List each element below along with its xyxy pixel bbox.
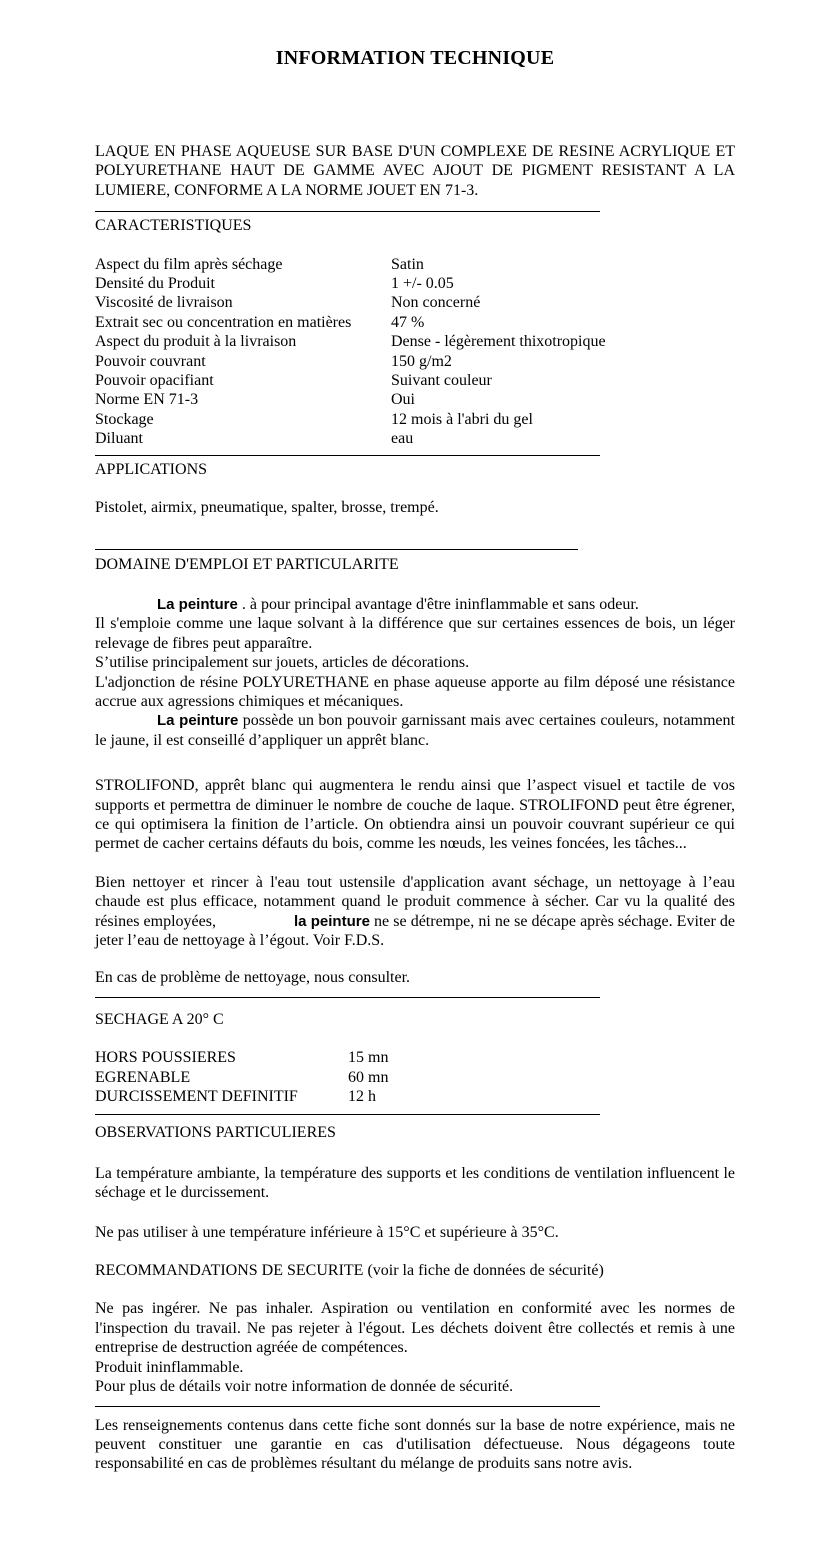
table-row	[95, 1087, 735, 1106]
section-heading-applications: APPLICATIONS	[95, 460, 208, 478]
brand-run: La peinture	[157, 595, 238, 613]
row-label: Densité du Produit	[95, 275, 215, 293]
row-label: DURCISSEMENT DEFINITIF	[95, 1088, 298, 1106]
row-value: 47 %	[391, 313, 425, 331]
row-value: Dense - légèrement thixotropique	[391, 333, 606, 351]
section-divider	[95, 455, 600, 456]
applications-text: Pistolet, airmix, pneumatique, spalter, brosse, trempé.	[95, 499, 439, 517]
row-label: Stockage	[95, 410, 154, 428]
recommandations-heading: RECOMMANDATIONS DE SECURITE (voir la fiche de données de sécurité)	[95, 1262, 604, 1280]
table-row	[95, 371, 735, 390]
row-value: Suivant couleur	[391, 372, 492, 390]
table-row	[95, 1068, 735, 1087]
section-divider	[95, 1406, 600, 1407]
section-heading-domaine: DOMAINE D'EMPLOI ET PARTICULARITE	[95, 555, 399, 573]
row-value: Oui	[391, 391, 415, 409]
table-row	[95, 274, 735, 293]
table-row	[95, 429, 735, 448]
row-label: Diluant	[95, 430, 143, 448]
table-row	[95, 313, 735, 332]
section-heading-sechage: SECHAGE A 20° C	[95, 1010, 224, 1028]
contact-paragraph: En cas de problème de nettoyage, nous consulter.	[95, 969, 411, 987]
row-label: Extrait sec ou concentration en matières	[95, 313, 352, 331]
observations-paragraph-1: La température ambiante, la température des supports et les conditions de ventilation influencent le séchage et le durcissement.	[95, 1164, 735, 1202]
strolifond-paragraph: STROLIFOND, apprêt blanc qui augmentera le rendu ainsi que l’aspect visuel et tactile de vos supports et permettra de diminuer le nombre de couche de laque. STROLIFOND peut être égrener, ce qui optimisera la finition de l’article. On obtiendra ainsi un pouvoir couvrant supérieur ce qui permet de cacher certains défauts du bois, comme les nœuds, les veines foncées, les tâches...	[95, 777, 735, 853]
domaine-paragraph-2: Il s'emploie comme une laque solvant à la différence que sur certaines essences de bois, un léger relevage de fibres peut apparaître.	[95, 615, 735, 652]
recommandations-paragraph-3: Pour plus de détails voir notre information de donnée de sécurité.	[95, 1378, 514, 1396]
row-value: 1 +/- 0.05	[391, 275, 454, 293]
section-divider	[95, 211, 600, 212]
row-value: 60 mn	[348, 1068, 389, 1086]
page-title: INFORMATION TECHNIQUE	[275, 47, 555, 69]
domaine-paragraph-1	[95, 595, 735, 614]
row-label: Pouvoir couvrant	[95, 352, 206, 370]
table-row	[95, 390, 735, 409]
sechage-table	[95, 1048, 735, 1106]
row-label: Aspect du film après séchage	[95, 255, 283, 273]
domaine-paragraph-4: L'adjonction de résine POLYURETHANE en phase aqueuse apporte au film déposé une résistance accrue aux agressions chimiques et mécaniques.	[95, 673, 735, 710]
paragraph-text: Bien nettoyer et rincer à l'eau tout ustensile d'application avant séchage, un nettoyage à l’eau chaude est plus efficace, notamment quand le produit commence à sécher. Car vu la qualité des résines employées,	[95, 873, 735, 930]
table-row	[95, 332, 735, 351]
recommandations-paragraph-1: Ne pas ingérer. Ne pas inhaler. Aspiration ou ventilation en conformité avec les normes de l'inspection du travail. Ne pas rejeter à l'égout. Les déchets doivent être collectés et remis à une entreprise de destruction agréée de compétences.	[95, 1300, 735, 1357]
intro-paragraph: LAQUE EN PHASE AQUEUSE SUR BASE D'UN COMPLEXE DE RESINE ACRYLIQUE ET POLYURETHANE HAUT DE GAMME AVEC AJOUT DE PIGMENT RESISTANT A LA LUMIERE, CONFORME A LA NORME JOUET EN 71-3.	[95, 143, 735, 199]
row-value: 12 h	[348, 1088, 376, 1106]
table-row	[95, 410, 735, 429]
brand-run: la peinture	[293, 912, 370, 930]
brand-run: La peinture	[157, 712, 239, 730]
section-divider	[95, 997, 600, 998]
row-label: Aspect du produit à la livraison	[95, 333, 297, 351]
paragraph-text: . à pour principal avantage d'être ininflammable et sans odeur.	[237, 595, 639, 613]
row-value: 12 mois à l'abri du gel	[391, 410, 533, 428]
row-value: eau	[391, 430, 414, 448]
nettoyage-paragraph	[95, 873, 735, 951]
section-heading-caracteristiques: CARACTERISTIQUES	[95, 217, 252, 235]
paragraph-text: possède un bon pouvoir garnissant mais avec certaines couleurs, notamment le jaune, il est conseillé d’appliquer un apprêt blanc.	[95, 712, 735, 749]
table-row	[95, 293, 735, 312]
recommandations-paragraph-2: Produit ininflammable.	[95, 1358, 244, 1376]
row-value: 15 mn	[348, 1049, 389, 1067]
section-heading-observations: OBSERVATIONS PARTICULIERES	[95, 1124, 336, 1142]
row-value: 150 g/m2	[391, 352, 452, 370]
paragraph-text: ne se détrempe, ni ne se décape après séchage. Eviter de jeter l’eau de nettoyage à l’égout. Voir F.D.S.	[95, 912, 735, 949]
section-divider	[95, 1114, 600, 1115]
caracteristiques-table	[95, 255, 735, 449]
observations-paragraph-2: Ne pas utiliser à une température inférieure à 15°C et supérieure à 35°C.	[95, 1223, 559, 1241]
domaine-paragraph-5	[95, 711, 735, 750]
table-row	[95, 352, 735, 371]
row-value: Non concerné	[391, 294, 481, 312]
section-divider	[95, 549, 578, 550]
disclaimer-paragraph: Les renseignements contenus dans cette fiche sont donnés sur la base de notre expérience, mais ne peuvent constituer une garantie en cas d'utilisation défectueuse. Nous dégageons toute responsabilité en cas de problèmes résultant du mélange de produits sans notre avis.	[95, 1416, 735, 1473]
row-label: HORS POUSSIERES	[95, 1049, 236, 1067]
domaine-paragraph-3: S’utilise principalement sur jouets, articles de décorations.	[95, 654, 470, 672]
table-row	[95, 1048, 735, 1067]
row-label: Pouvoir opacifiant	[95, 372, 214, 390]
row-label: EGRENABLE	[95, 1068, 191, 1086]
table-row	[95, 255, 735, 274]
row-value: Satin	[391, 255, 424, 273]
row-label: Norme EN 71-3	[95, 391, 199, 409]
row-label: Viscosité de livraison	[95, 294, 233, 312]
